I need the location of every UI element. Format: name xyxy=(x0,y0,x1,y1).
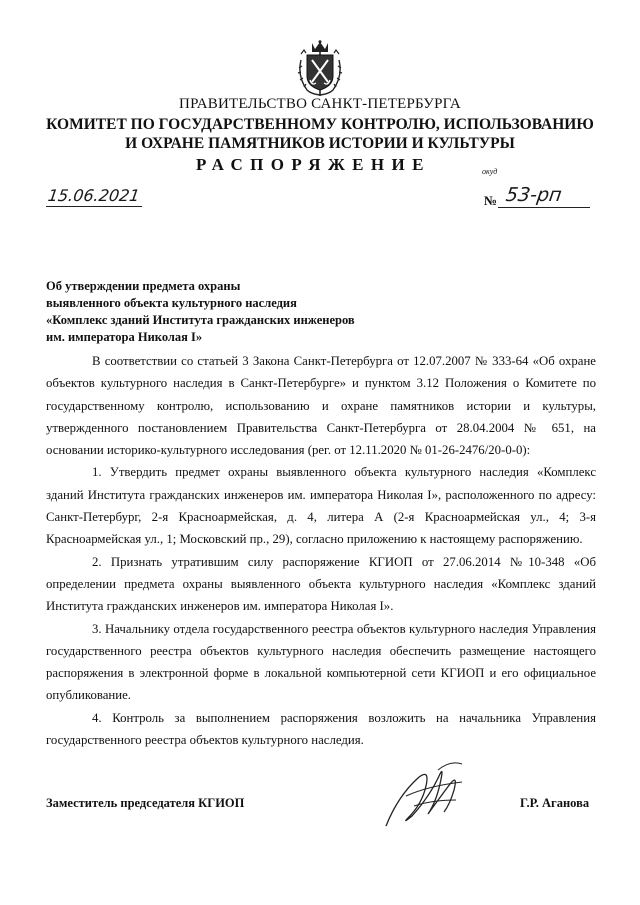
item-1-paragraph: 1. Утвердить предмет охраны выявленного объекта культурного наследия «Комплекс зданий Института гражданских инженеров им. императора Николая I», расположенного по адресу: Санкт-Петербург, 2-я Красноармейская, д. 4, литера А (2-я Красноармейская ул., 4; 3-я Красноармейская ул., 1; Московский пр., 29), согласно приложению к настоящему распоряжению. xyxy=(46,465,596,547)
subject-line2: выявленного объекта культурного наследия xyxy=(46,296,297,310)
document-date: 15.06.2021 xyxy=(46,186,141,205)
signer-title: Заместитель председателя КГИОП xyxy=(46,796,245,810)
committee-name-line1: КОМИТЕТ ПО ГОСУДАРСТВЕННОМУ КОНТРОЛЮ, ИСПОЛЬЗОВАНИЮ xyxy=(46,116,594,133)
number-underline xyxy=(498,207,590,208)
government-name: ПРАВИТЕЛЬСТВО САНКТ-ПЕТЕРБУРГА xyxy=(179,96,461,112)
item-3-paragraph: 3. Начальнику отдела государственного реестра объектов культурного наследия Управления государственного реестра объектов культурного наследия обеспечить размещение настоящего распоряжения в электронной форме в локальной компьютерной сети КГИОП и его официальное опубликование. xyxy=(46,621,596,703)
item-4-paragraph: 4. Контроль за выполнением распоряжения возложить на начальника Управления государственного реестра объектов культурного наследия. xyxy=(46,710,596,748)
number-label: № xyxy=(484,193,498,208)
document-type: РАСПОРЯЖЕНИЕ xyxy=(196,155,431,174)
date-underline xyxy=(46,206,142,207)
subject-line1: Об утверждении предмета охраны xyxy=(46,279,241,293)
item-2-paragraph: 2. Признать утратившим силу распоряжение КГИОП от 27.06.2014 №10-348 «Об определении предмета охраны выявленного объекта культурного наследия «Комплекс зданий Института гражданских инженеров им. императора Николая I». xyxy=(46,554,596,614)
okud-label: окуд xyxy=(482,167,498,176)
document-subject xyxy=(46,278,355,346)
document-number: 53-рп xyxy=(504,184,564,206)
handwritten-signature-icon xyxy=(378,756,478,836)
preamble-paragraph: В соответствии со статьей 3 Закона Санкт-Петербурга от 12.07.2007 № 333-64 «Об охране объектов культурного наследия в Санкт-Петербурге» и пунктом 3.12 Положения о Комитете по государственному контролю, использованию и охране памятников истории и культуры, утвержденного постановлением Правительства Санкт-Петербурга от 28.04.2004 № 651, на основании историко-культурного исследования (рег. от 12.11.2020 № 01-26-2476/20-0-0): xyxy=(46,354,596,458)
subject-line3: «Комплекс зданий Института гражданских инженеров xyxy=(46,313,355,327)
committee-name-line2: И ОХРАНЕ ПАМЯТНИКОВ ИСТОРИИ И КУЛЬТУРЫ xyxy=(125,135,515,152)
signer-name: Г.Р. Аганова xyxy=(520,796,590,810)
document-body xyxy=(46,350,596,751)
committee-name xyxy=(0,115,640,153)
subject-line4: им. императора Николая I» xyxy=(46,330,203,344)
coat-of-arms-icon xyxy=(297,40,343,98)
